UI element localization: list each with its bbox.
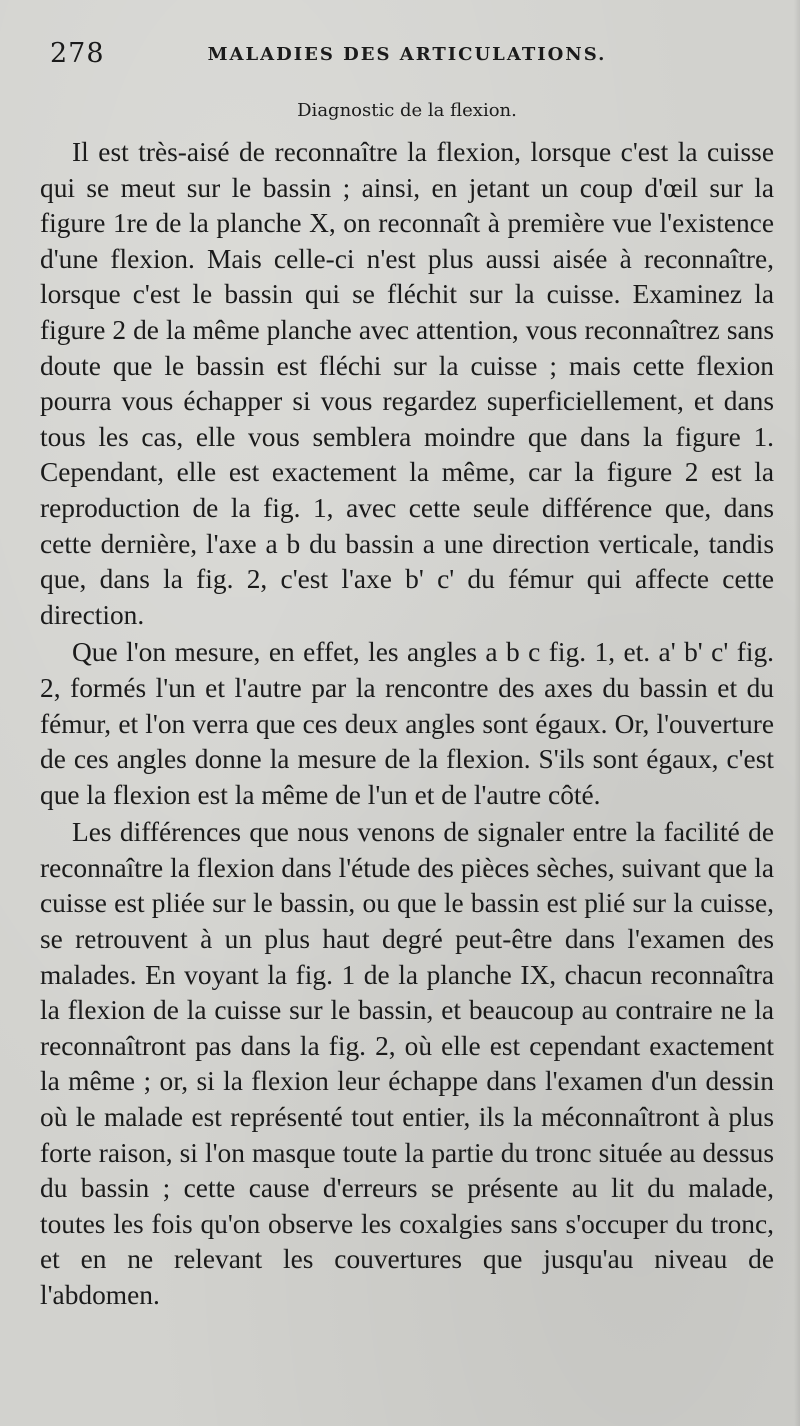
paragraph-2: Que l'on mesure, en effet, les angles a b c fig. 1, et. a' b' c' fig. 2, formés l'un et l'autre par la rencontre des axes du bassin et du fémur, et l'on verra que ces deux angles sont égaux. Or, l'ouverture de ces angles donne la mesure de la flexion. S'ils sont égaux, c'est que la flexion est la même de l'un et de l'autre côté. — [40, 637, 774, 810]
section-title: Diagnostic de la flexion. — [297, 100, 517, 121]
paragraph-3: Les différences que nous venons de signaler entre la facilité de reconnaître la flexion dans l'étude des pièces sèches, suivant que la cuisse est pliée sur le bassin, ou que le bassin est plié sur la cuisse, se retrouvent à un plus haut degré peut-être dans l'examen des malades. En voyant la fig. 1 de la planche IX, chacun reconnaîtra la flexion de la cuisse sur le bassin, et beaucoup au contraire ne la reconnaîtront pas dans la fig. 2, où elle est cependant exactement la même ; or, si la flexion leur échappe dans l'examen d'un dessin où le malade est représenté tout entier, ils la méconnaîtront à plus forte raison, si l'on masque toute la partie du tronc située au dessus du bassin ; cette cause d'erreurs se présente au lit du malade, toutes les fois qu'on observe les coxalgies sans s'occuper du tronc, et en ne relevant les couvertures que jusqu'au niveau de l'abdomen. — [40, 817, 774, 1310]
page-edge-shadow — [794, 0, 800, 1426]
running-title: MALADIES DES ARTICULATIONS. — [207, 44, 607, 65]
running-head — [40, 38, 774, 78]
paragraph-1: Il est très-aisé de reconnaître la flexion, lorsque c'est la cuisse qui se meut sur le bassin ; ainsi, en jetant un coup d'œil sur la figure 1re de la planche X, on reconnaît à première vue l'existence d'une flexion. Mais celle-ci n'est plus aussi aisée à reconnaître, lorsque c'est le bassin qui se fléchit sur la cuisse. Examinez la figure 2 de la même planche avec attention, vous reconnaîtrez sans doute que le bassin est fléchi sur la cuisse ; mais cette flexion pourra vous échapper si vous regardez superficiellement, et dans tous les cas, elle vous semblera moindre que dans la figure 1. Cependant, elle est exactement la même, car la figure 2 est la reproduction de la fig. 1, avec cette seule différence que, dans cette dernière, l'axe a b du bassin a une direction verticale, tandis que, dans la fig. 2, c'est l'axe b' c' du fémur qui affecte cette direction. — [40, 137, 774, 630]
body-text — [40, 135, 774, 1314]
page-number: 278 — [50, 38, 105, 69]
